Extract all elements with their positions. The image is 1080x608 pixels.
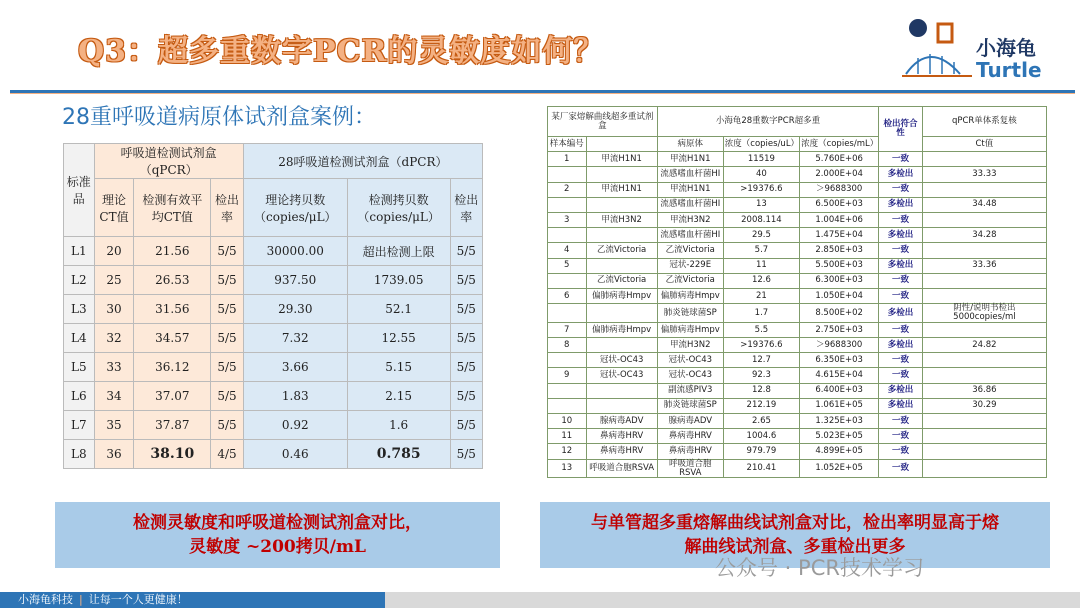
- table-cell: 1.052E+05: [800, 459, 879, 478]
- table-cell: [922, 243, 1046, 258]
- header-competitor: 某厂家熔解曲线超多重试剂盒: [548, 107, 658, 137]
- table-cell: 乙流Victoria: [657, 243, 723, 258]
- table-row: [64, 411, 483, 440]
- table-cell: [548, 197, 587, 212]
- table-cell: 2.750E+03: [800, 322, 879, 337]
- summary-box-left: [55, 502, 500, 568]
- table-row: [548, 258, 1047, 273]
- table-cell: 12.55: [347, 324, 450, 353]
- table-cell: [548, 304, 587, 323]
- table-cell: [586, 197, 657, 212]
- table-cell: 2: [548, 182, 587, 197]
- table-cell: 甲流H1N1: [657, 182, 723, 197]
- table-cell: 12.8: [723, 383, 799, 398]
- table-cell: 1004.6: [723, 429, 799, 444]
- header-sample: 样本编号: [548, 137, 587, 152]
- table-cell: [922, 429, 1046, 444]
- table-cell: 36.86: [922, 383, 1046, 398]
- table-cell: 1.061E+05: [800, 398, 879, 413]
- table-row: [548, 414, 1047, 429]
- table-corner: 标准品: [64, 144, 95, 237]
- table-cell: 21: [723, 288, 799, 303]
- table-cell: 5/5: [211, 324, 243, 353]
- summary-line: 灵敏度 ~200拷贝/mL: [189, 537, 366, 557]
- table-row: [548, 459, 1047, 478]
- table-cell: [586, 383, 657, 398]
- table-cell: 多检出: [879, 228, 923, 243]
- footer-separator: |: [79, 593, 83, 606]
- table-row: [64, 440, 483, 469]
- table-cell: 一致: [879, 444, 923, 459]
- table-cell: L8: [64, 440, 95, 469]
- table-cell: [548, 353, 587, 368]
- table-cell: 一致: [879, 288, 923, 303]
- table-cell: 24.82: [922, 338, 1046, 353]
- table-cell: [548, 228, 587, 243]
- table-cell: ＞9688300: [800, 182, 879, 197]
- table-row: [548, 288, 1047, 303]
- table-cell: 乙流Victoria: [586, 273, 657, 288]
- table-row: [548, 152, 1047, 167]
- table-cell: 1: [548, 152, 587, 167]
- table-cell: 6.500E+03: [800, 197, 879, 212]
- table-cell: [548, 273, 587, 288]
- table-row: [548, 304, 1047, 323]
- table-cell: 38.10: [134, 440, 211, 469]
- table-cell: 5.500E+03: [800, 258, 879, 273]
- table-cell: 1.7: [723, 304, 799, 323]
- table-cell: 4.615E+04: [800, 368, 879, 383]
- table-cell: 1.004E+06: [800, 212, 879, 227]
- table-cell: 29.5: [723, 228, 799, 243]
- table-cell: 呼吸道合胞RSVA: [657, 459, 723, 478]
- table-cell: 一致: [879, 368, 923, 383]
- table-cell: 2008.114: [723, 212, 799, 227]
- table-cell: 2.15: [347, 382, 450, 411]
- table-cell: 34.57: [134, 324, 211, 353]
- table-cell: [586, 258, 657, 273]
- table-cell: >19376.6: [723, 338, 799, 353]
- table-cell: 937.50: [243, 266, 347, 295]
- logo: [900, 10, 1060, 85]
- header-qpcr-check: qPCR单体系复核: [922, 107, 1046, 137]
- table-cell: 多检出: [879, 383, 923, 398]
- table-cell: 冠状-OC43: [586, 368, 657, 383]
- table-cell: 偏肺病毒Hmpv: [586, 322, 657, 337]
- footer-company: 小海龟科技: [18, 593, 73, 606]
- table-cell: 6.400E+03: [800, 383, 879, 398]
- table-cell: 甲流H3N2: [657, 338, 723, 353]
- table-cell: 5/5: [450, 382, 483, 411]
- table-cell: 30000.00: [243, 237, 347, 266]
- table-cell: [922, 288, 1046, 303]
- table-cell: [586, 304, 657, 323]
- table-cell: L5: [64, 353, 95, 382]
- table-cell: 2.65: [723, 414, 799, 429]
- table-cell: 流感嗜血杆菌HI: [657, 228, 723, 243]
- header-turtle: 小海龟28重数字PCR超多重: [657, 107, 878, 137]
- sensitivity-table: [63, 143, 483, 469]
- table-cell: 4/5: [211, 440, 243, 469]
- table-cell: 8.500E+02: [800, 304, 879, 323]
- table-cell: 超出检测上限: [347, 237, 450, 266]
- table-cell: 11: [723, 258, 799, 273]
- table-cell: 甲流H3N2: [586, 212, 657, 227]
- group-header-dpcr: 28呼吸道检测试剂盒（dPCR）: [243, 144, 482, 179]
- table-cell: 5/5: [211, 411, 243, 440]
- table-cell: 冠状-OC43: [657, 353, 723, 368]
- table-cell: 0.46: [243, 440, 347, 469]
- table-cell: 1.6: [347, 411, 450, 440]
- turtle-logo-icon: [900, 10, 975, 82]
- table-cell: [922, 152, 1046, 167]
- table-cell: 腺病毒ADV: [657, 414, 723, 429]
- col-header: 检测拷贝数（copies/μL）: [347, 179, 450, 237]
- table-cell: 31.56: [134, 295, 211, 324]
- table-cell: L4: [64, 324, 95, 353]
- table-cell: 鼻病毒HRV: [586, 429, 657, 444]
- table-cell: 5.15: [347, 353, 450, 382]
- col-header: 理论拷贝数（copies/μL）: [243, 179, 347, 237]
- table-cell: [922, 459, 1046, 478]
- logo-en: Turtle: [976, 58, 1042, 82]
- table-cell: 10: [548, 414, 587, 429]
- table-cell: 37.07: [134, 382, 211, 411]
- table-cell: 5/5: [450, 411, 483, 440]
- table-cell: 1739.05: [347, 266, 450, 295]
- table-cell: 腺病毒ADV: [586, 414, 657, 429]
- header-conc-ml: 浓度（copies/mL）: [800, 137, 879, 152]
- logo-cn: 小海龟: [976, 36, 1036, 60]
- table-cell: 5.760E+06: [800, 152, 879, 167]
- table-cell: 13: [548, 459, 587, 478]
- table-cell: 36.12: [134, 353, 211, 382]
- table-cell: 3.66: [243, 353, 347, 382]
- table-cell: 冠状-OC43: [586, 353, 657, 368]
- table-cell: 35: [94, 411, 134, 440]
- table-cell: 5/5: [450, 353, 483, 382]
- slide-title: Q3：超多重数字PCR的灵敏度如何？: [78, 34, 605, 69]
- table-cell: 33: [94, 353, 134, 382]
- table-cell: 甲流H1N1: [586, 182, 657, 197]
- table-cell: 阴性/说明书检出5000copies/ml: [922, 304, 1046, 323]
- table-cell: 肺炎链球菌SP: [657, 304, 723, 323]
- table-cell: 甲流H1N1: [586, 152, 657, 167]
- table-cell: 一致: [879, 273, 923, 288]
- table-cell: 11: [548, 429, 587, 444]
- table-cell: 鼻病毒HRV: [657, 444, 723, 459]
- header-consistency: 检出符合性: [879, 107, 923, 152]
- table-cell: 3: [548, 212, 587, 227]
- table-cell: 冠状-229E: [657, 258, 723, 273]
- table-cell: ＞9688300: [800, 338, 879, 353]
- table-cell: 52.1: [347, 295, 450, 324]
- table-cell: [922, 212, 1046, 227]
- table-row: [64, 382, 483, 411]
- col-header: 检出率: [211, 179, 243, 237]
- section-subtitle: 28重呼吸道病原体试剂盒案例：: [62, 105, 376, 130]
- header-conc-ul: 浓度（copies/uL）: [723, 137, 799, 152]
- table-cell: 37.87: [134, 411, 211, 440]
- table-cell: 33.33: [922, 167, 1046, 182]
- table-cell: [586, 167, 657, 182]
- table-cell: 30.29: [922, 398, 1046, 413]
- table-cell: 5/5: [450, 295, 483, 324]
- table-cell: 34.28: [922, 228, 1046, 243]
- table-cell: 1.050E+04: [800, 288, 879, 303]
- comparison-table: [547, 106, 1047, 478]
- table-cell: [922, 182, 1046, 197]
- table-cell: 6: [548, 288, 587, 303]
- table-cell: 一致: [879, 414, 923, 429]
- table-cell: [548, 383, 587, 398]
- table-cell: [922, 322, 1046, 337]
- table-cell: 1.475E+04: [800, 228, 879, 243]
- table-cell: 32: [94, 324, 134, 353]
- table-cell: 多检出: [879, 197, 923, 212]
- table-cell: 212.19: [723, 398, 799, 413]
- table-cell: 一致: [879, 322, 923, 337]
- table-cell: 7: [548, 322, 587, 337]
- table-cell: 鼻病毒HRV: [657, 429, 723, 444]
- table-cell: 多检出: [879, 304, 923, 323]
- table-cell: 5.5: [723, 322, 799, 337]
- table-cell: 流感嗜血杆菌HI: [657, 167, 723, 182]
- table-cell: 甲流H3N2: [657, 212, 723, 227]
- table-cell: 4: [548, 243, 587, 258]
- table-cell: 36: [94, 440, 134, 469]
- table-cell: 12.6: [723, 273, 799, 288]
- table-cell: [922, 414, 1046, 429]
- table-cell: [586, 398, 657, 413]
- table-cell: 冠状-OC43: [657, 368, 723, 383]
- table-cell: 5/5: [450, 266, 483, 295]
- table-cell: 4.899E+05: [800, 444, 879, 459]
- table-cell: 5/5: [211, 295, 243, 324]
- table-row: [548, 212, 1047, 227]
- table-cell: 2.850E+03: [800, 243, 879, 258]
- col-header: 检测有效平均CT值: [134, 179, 211, 237]
- table-cell: 9: [548, 368, 587, 383]
- table-cell: 2.000E+04: [800, 167, 879, 182]
- header-blank: [586, 137, 657, 152]
- table-row: [64, 237, 483, 266]
- table-row: [548, 167, 1047, 182]
- footer-slogan: 让每一个人更健康！: [88, 593, 188, 606]
- table-cell: >19376.6: [723, 182, 799, 197]
- table-cell: 11519: [723, 152, 799, 167]
- table-cell: 6.300E+03: [800, 273, 879, 288]
- table-row: [548, 383, 1047, 398]
- table-cell: 一致: [879, 459, 923, 478]
- table-row: [548, 398, 1047, 413]
- table-cell: 多检出: [879, 167, 923, 182]
- table-cell: 乙流Victoria: [657, 273, 723, 288]
- table-cell: 一致: [879, 353, 923, 368]
- table-cell: L7: [64, 411, 95, 440]
- col-header: 理论CT值: [94, 179, 134, 237]
- table-cell: [922, 273, 1046, 288]
- table-row: [64, 295, 483, 324]
- table-cell: 5: [548, 258, 587, 273]
- footer-brand: [0, 592, 385, 608]
- col-header: 检出率: [450, 179, 483, 237]
- table-cell: 25: [94, 266, 134, 295]
- table-cell: 210.41: [723, 459, 799, 478]
- table-row: [548, 197, 1047, 212]
- table-cell: [586, 338, 657, 353]
- table-cell: 33.36: [922, 258, 1046, 273]
- table-cell: 肺炎链球菌SP: [657, 398, 723, 413]
- table-cell: 1.325E+03: [800, 414, 879, 429]
- table-cell: 6.350E+03: [800, 353, 879, 368]
- table-cell: 34: [94, 382, 134, 411]
- header-divider-accent: [10, 93, 1075, 94]
- table-cell: 副流感PIV3: [657, 383, 723, 398]
- table-cell: 流感嗜血杆菌HI: [657, 197, 723, 212]
- table-row: [548, 228, 1047, 243]
- table-cell: 5/5: [211, 382, 243, 411]
- table-cell: 30: [94, 295, 134, 324]
- table-cell: 多检出: [879, 258, 923, 273]
- table-cell: 5/5: [450, 440, 483, 469]
- table-cell: 12.7: [723, 353, 799, 368]
- table-cell: [922, 353, 1046, 368]
- table-row: [548, 322, 1047, 337]
- watermark: 公众号 · PCR技术学习: [715, 556, 924, 580]
- table-cell: 5.023E+05: [800, 429, 879, 444]
- table-cell: 979.79: [723, 444, 799, 459]
- table-cell: 一致: [879, 243, 923, 258]
- table-cell: 34.48: [922, 197, 1046, 212]
- table-row: [548, 273, 1047, 288]
- table-cell: 偏肺病毒Hmpv: [657, 288, 723, 303]
- table-row: [548, 353, 1047, 368]
- table-cell: 5.7: [723, 243, 799, 258]
- table-row: [64, 353, 483, 382]
- table-cell: 呼吸道合胞RSVA: [586, 459, 657, 478]
- table-cell: L1: [64, 237, 95, 266]
- table-cell: 多检出: [879, 398, 923, 413]
- table-cell: 偏肺病毒Hmpv: [586, 288, 657, 303]
- table-cell: 一致: [879, 152, 923, 167]
- table-cell: 29.30: [243, 295, 347, 324]
- table-row: [548, 429, 1047, 444]
- table-cell: [922, 368, 1046, 383]
- table-cell: 0.785: [347, 440, 450, 469]
- table-row: [548, 368, 1047, 383]
- table-cell: L6: [64, 382, 95, 411]
- table-cell: 一致: [879, 182, 923, 197]
- table-row: [64, 324, 483, 353]
- table-cell: 0.92: [243, 411, 347, 440]
- header-pathogen: 病原体: [657, 137, 723, 152]
- table-cell: 20: [94, 237, 134, 266]
- table-cell: 乙流Victoria: [586, 243, 657, 258]
- table-row: [548, 182, 1047, 197]
- table-row: [64, 266, 483, 295]
- table-cell: 多检出: [879, 338, 923, 353]
- table-cell: [586, 228, 657, 243]
- table-cell: 12: [548, 444, 587, 459]
- table-cell: 26.53: [134, 266, 211, 295]
- table-row: [548, 338, 1047, 353]
- table-cell: 偏肺病毒Hmpv: [657, 322, 723, 337]
- table-cell: 5/5: [211, 266, 243, 295]
- table-cell: [548, 167, 587, 182]
- table-cell: L3: [64, 295, 95, 324]
- header-ct: Ct值: [922, 137, 1046, 152]
- table-cell: 5/5: [450, 324, 483, 353]
- table-cell: 5/5: [450, 237, 483, 266]
- summary-line: 解曲线试剂盒、多重检出更多: [684, 537, 906, 557]
- table-cell: 13: [723, 197, 799, 212]
- table-cell: 40: [723, 167, 799, 182]
- table-cell: [548, 398, 587, 413]
- table-cell: 1.83: [243, 382, 347, 411]
- table-cell: 21.56: [134, 237, 211, 266]
- table-row: [548, 444, 1047, 459]
- table-cell: 一致: [879, 212, 923, 227]
- table-cell: 92.3: [723, 368, 799, 383]
- table-row: [548, 243, 1047, 258]
- table-cell: 甲流H1N1: [657, 152, 723, 167]
- table-cell: 一致: [879, 429, 923, 444]
- table-cell: 5/5: [211, 237, 243, 266]
- table-cell: [922, 444, 1046, 459]
- table-cell: 5/5: [211, 353, 243, 382]
- summary-line: 与单管超多重熔解曲线试剂盒对比，检出率明显高于熔: [591, 513, 999, 533]
- table-cell: 8: [548, 338, 587, 353]
- summary-line: 检测灵敏度和呼吸道检测试剂盒对比，: [133, 513, 422, 533]
- table-cell: 7.32: [243, 324, 347, 353]
- table-cell: L2: [64, 266, 95, 295]
- table-cell: 鼻病毒HRV: [586, 444, 657, 459]
- group-header-qpcr: 呼吸道检测试剂盒（qPCR）: [94, 144, 243, 179]
